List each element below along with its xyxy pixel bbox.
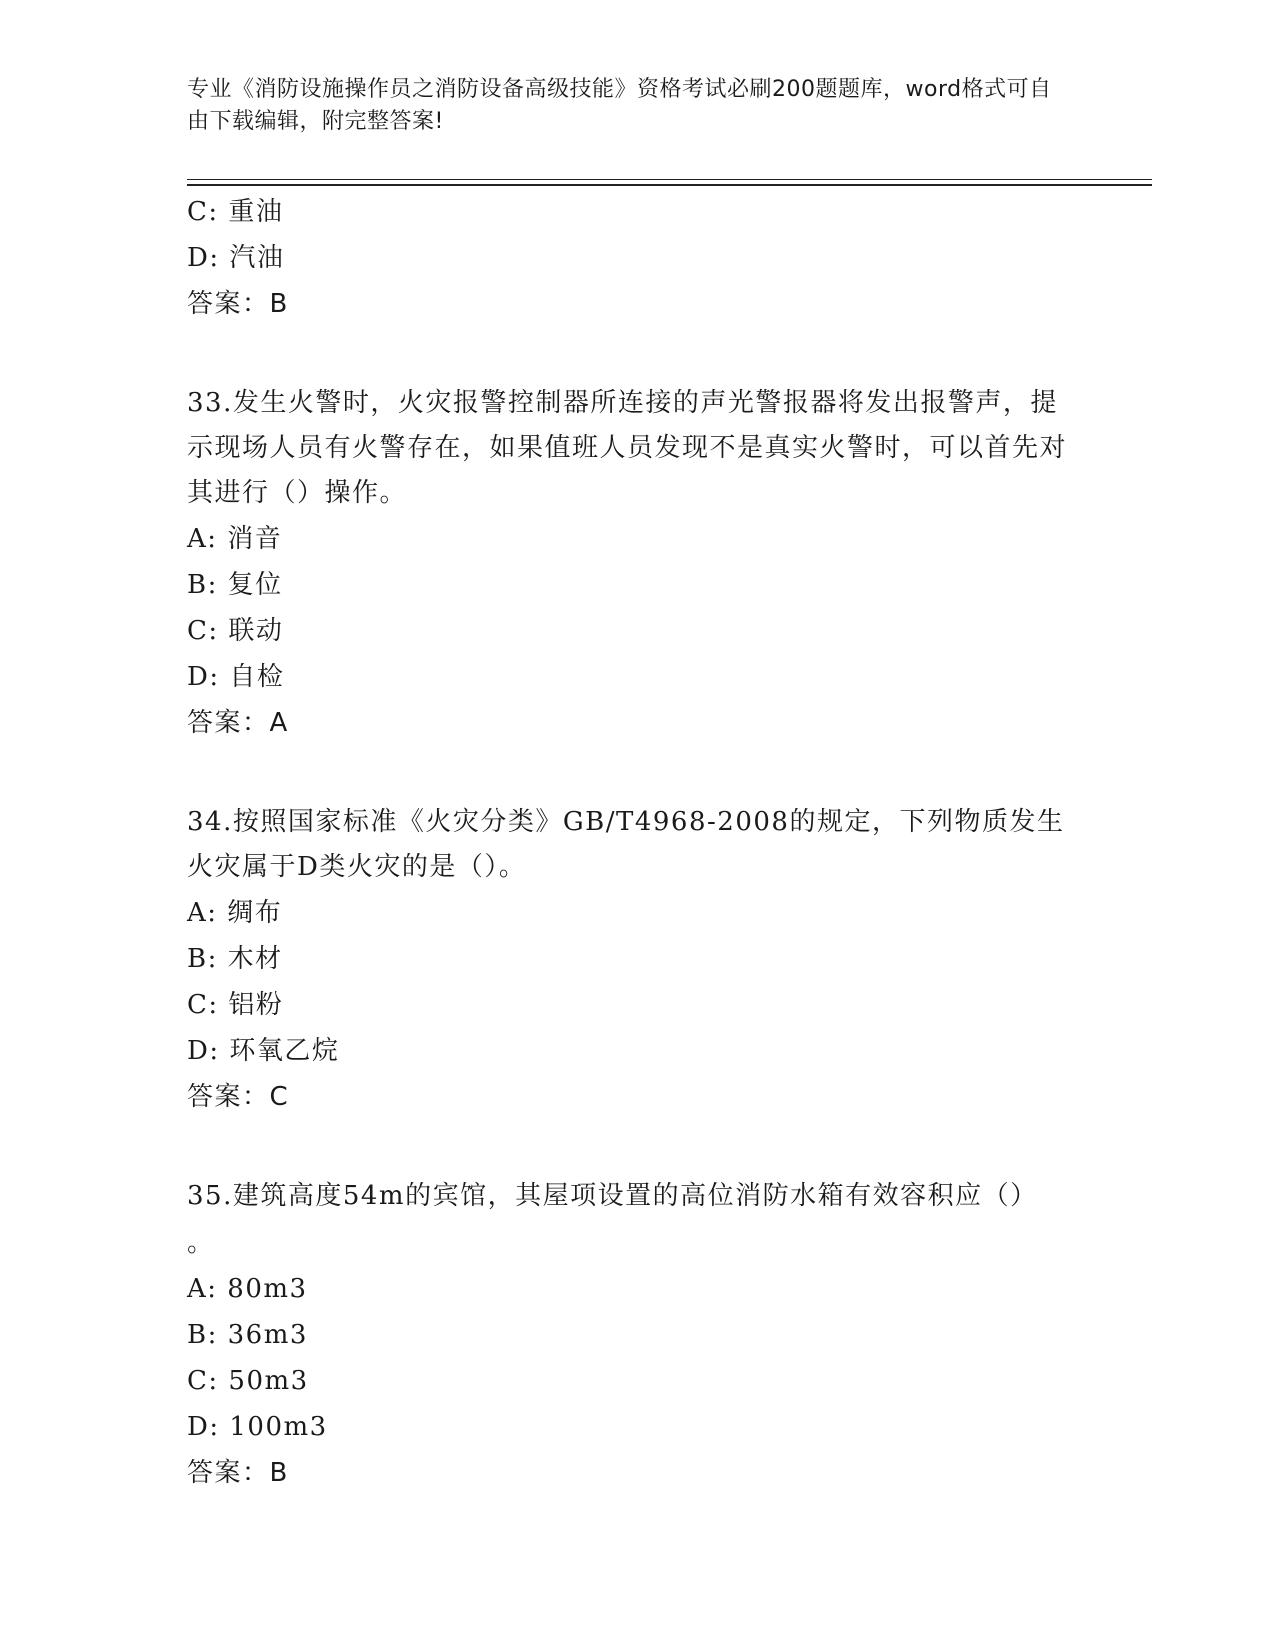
option-c: C: 联动 [187, 616, 284, 646]
header-rule-thick [187, 184, 1152, 186]
option-d: D: 100m3 [187, 1412, 328, 1442]
question-33 [187, 381, 1067, 746]
answer: 答案：B [187, 289, 289, 319]
option-c: C: 铝粉 [187, 990, 284, 1020]
option-d: D: 汽油 [187, 243, 285, 273]
question-stem: 34.按照国家标准《火灾分类》GB/T4968-2008的规定，下列物质发生火灾属于D类火灾的是（）。 [187, 807, 1065, 882]
document-header: 专业《消防设施操作员之消防设备高级技能》资格考试必刷200题题库，word格式可自由下载编辑，附完整答案! [187, 77, 1052, 134]
document-body [187, 189, 1067, 1496]
previous-question-tail [187, 189, 1067, 327]
question-35 [187, 1174, 1067, 1496]
header-rule-thin [187, 179, 1152, 180]
option-d: D: 环氧乙烷 [187, 1036, 340, 1066]
option-a: A: 80m3 [187, 1274, 308, 1304]
option-d: D: 自检 [187, 662, 285, 692]
option-c: C: 50m3 [187, 1366, 309, 1396]
option-a: A: 消音 [187, 524, 283, 554]
answer: 答案：B [187, 1458, 289, 1488]
question-stem-continuation: 。 [187, 1228, 215, 1258]
option-b: B: 36m3 [187, 1320, 308, 1350]
option-a: A: 绸布 [187, 898, 283, 928]
question-stem: 33.发生火警时，火灾报警控制器所连接的声光警报器将发出报警声，提示现场人员有火警存在，如果值班人员发现不是真实火警时，可以首先对其进行（）操作。 [187, 388, 1068, 508]
answer: 答案：A [187, 708, 289, 738]
option-c: C: 重油 [187, 197, 284, 227]
option-b: B: 复位 [187, 570, 283, 600]
question-34 [187, 800, 1067, 1120]
question-stem: 35.建筑高度54m的宾馆，其屋项设置的高位消防水箱有效容积应（） [187, 1181, 1038, 1211]
option-b: B: 木材 [187, 944, 283, 974]
answer: 答案：C [187, 1082, 290, 1112]
